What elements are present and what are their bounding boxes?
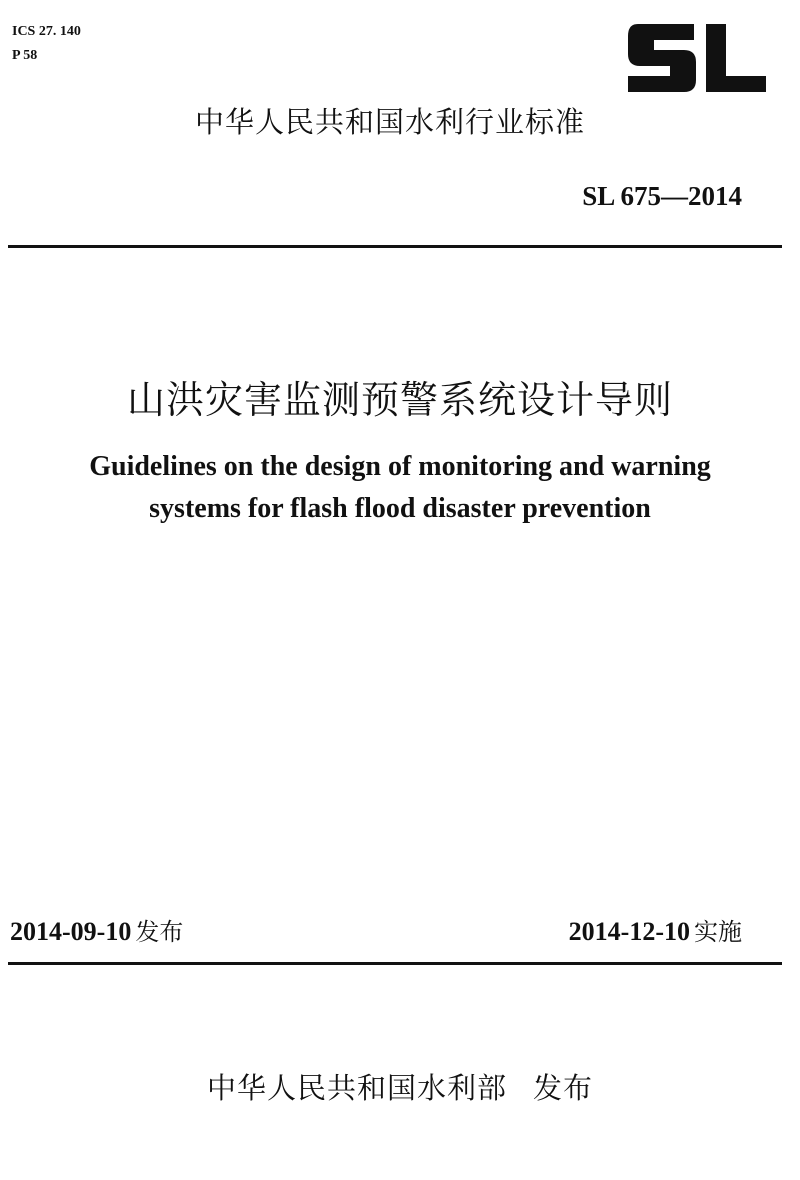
title-chinese: 山洪灾害监测预警系统设计导则 (126, 378, 673, 422)
implement-date: 2014-12-10 (568, 917, 690, 946)
sl-logo (624, 18, 769, 98)
top-divider (8, 245, 782, 248)
category-code: P 58 (12, 48, 38, 63)
ics-code: ICS 27. 140 (12, 24, 81, 39)
issue-date-block (10, 912, 183, 952)
title-english-line2: systems for flash flood disaster prevention (149, 493, 651, 524)
issue-label: 发布 (135, 918, 184, 946)
implement-label: 实施 (694, 918, 742, 946)
sl-logo-l (706, 24, 766, 92)
issuer-name: 中华人民共和国水利部 (206, 1071, 507, 1105)
issuer-label: 发布 (533, 1071, 594, 1105)
bottom-divider (8, 962, 782, 965)
standard-type: 中华人民共和国水利行业标准 (194, 105, 585, 139)
sl-logo-s (628, 24, 696, 92)
title-english (0, 446, 800, 530)
implement-date-block (569, 912, 742, 952)
classification-block (12, 20, 81, 68)
publisher-line (0, 1068, 800, 1108)
standard-number: SL 675—2014 (582, 181, 742, 211)
title-english-line1: Guidelines on the design of monitoring and warning (89, 451, 711, 482)
issue-date: 2014-09-10 (10, 917, 132, 946)
